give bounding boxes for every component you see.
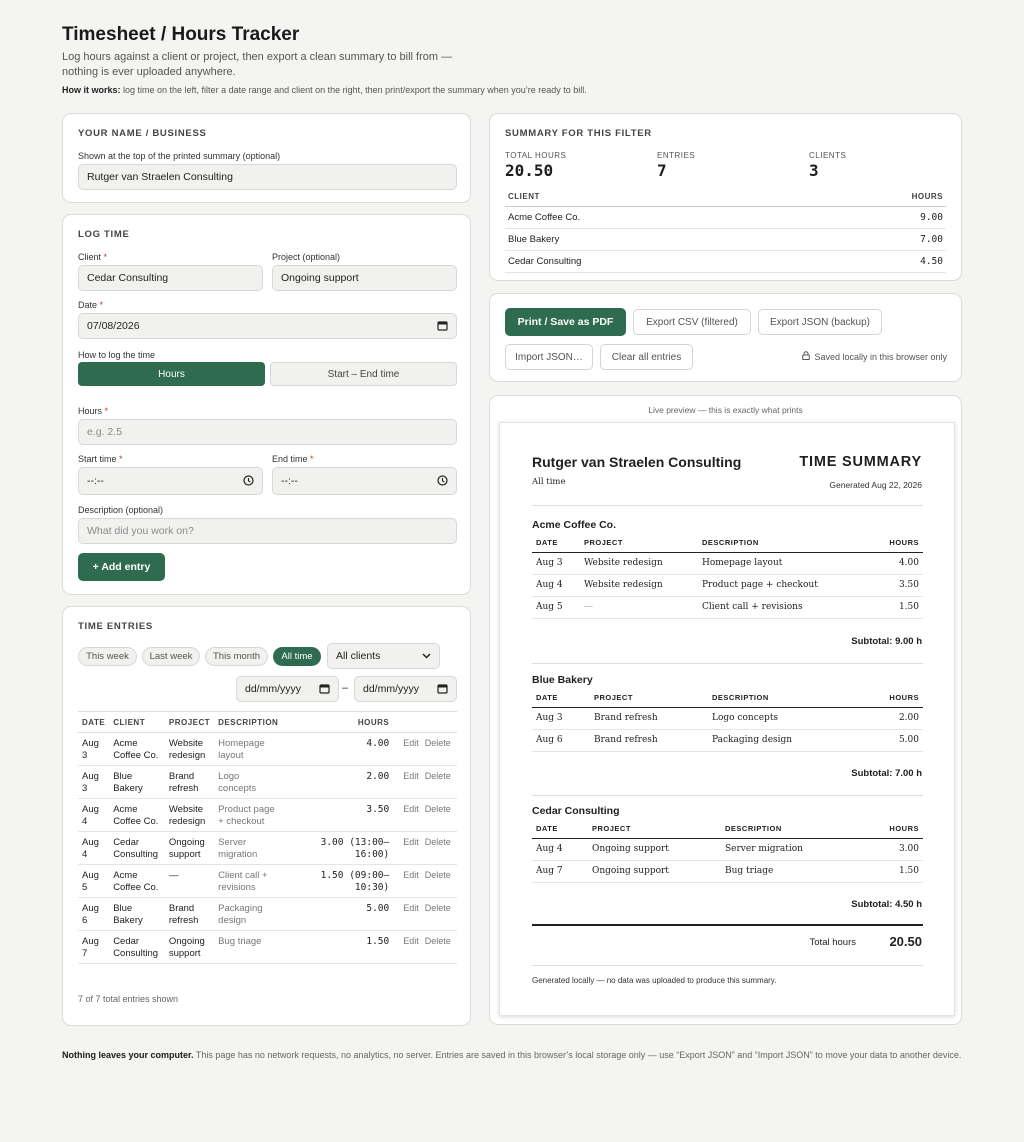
hours-label [78, 406, 108, 416]
preview-table-header [532, 534, 923, 553]
preview-footer: Generated locally — no data was uploaded to produce this summary. [532, 976, 777, 985]
description-input[interactable]: What did you work on? [78, 518, 457, 544]
date-label [78, 300, 103, 310]
edit-button[interactable]: Edit [403, 738, 419, 748]
lock-icon [802, 351, 810, 362]
table-row [78, 865, 457, 898]
entry-actions [393, 832, 457, 865]
preview-hours: 5.00 [863, 730, 923, 752]
entry-actions [393, 931, 457, 964]
entry-actions [393, 733, 457, 766]
entry-client: Blue Bakery [109, 766, 165, 799]
entry-description: Logo concepts [214, 766, 282, 799]
table-row [78, 931, 457, 964]
delete-button[interactable]: Delete [424, 936, 451, 946]
date-value: 07/08/2026 [87, 320, 140, 332]
preview-project: Ongoing support [588, 861, 721, 883]
table-row [505, 207, 946, 229]
preview-subtotal: Subtotal: 4.50 h [851, 899, 922, 910]
delete-button[interactable]: Delete [424, 837, 451, 847]
clients-count-label: CLIENTS [809, 151, 847, 160]
preview-group-client: Blue Bakery [532, 674, 593, 686]
total-hours-label: TOTAL HOURS [505, 151, 567, 160]
preview-group-table [532, 534, 923, 619]
col-hours: HOURS [805, 188, 946, 207]
delete-button[interactable]: Delete [424, 870, 451, 880]
start-time-label [78, 454, 123, 464]
col-description: DESCRIPTION [214, 712, 282, 733]
preview-date-range: All time [532, 477, 566, 487]
col-project: PROJECT [580, 534, 698, 553]
clear-entries-button[interactable]: Clear all entries [600, 344, 693, 370]
filter-last-week[interactable]: Last week [142, 647, 200, 666]
table-row [78, 898, 457, 931]
client-filter-value: All clients [336, 650, 381, 662]
entry-date: Aug 3 [78, 766, 109, 799]
preview-business-name: Rutger van Straelen Consulting [532, 454, 742, 470]
preview-date: Aug 5 [532, 597, 580, 619]
entry-project: Brand refresh [165, 898, 214, 931]
page-subtitle: Log hours against a client or project, then export a clean summary to bill from — nothing is ever uploaded anywhere. [62, 51, 453, 78]
client-filter-select[interactable] [327, 643, 440, 669]
page-title: Timesheet / Hours Tracker [62, 24, 300, 45]
export-csv-button[interactable]: Export CSV (filtered) [633, 309, 751, 335]
preview-project: Brand refresh [590, 708, 708, 730]
preview-group-table [532, 820, 923, 883]
preview-date: Aug 7 [532, 861, 588, 883]
preview-table-header [532, 820, 923, 839]
entry-hours: 2.00 [282, 766, 393, 799]
preview-subtotal: Subtotal: 7.00 h [851, 768, 922, 779]
clients-count-value: 3 [809, 161, 819, 180]
entry-project: — [165, 865, 214, 898]
entry-actions [393, 865, 457, 898]
table-row [78, 766, 457, 799]
project-input[interactable]: Ongoing support [272, 265, 457, 291]
preview-project: Brand refresh [590, 730, 708, 752]
end-time-input[interactable] [272, 467, 457, 495]
preview-total-value: 20.50 [889, 934, 922, 949]
project-label: Project (optional) [272, 252, 341, 262]
date-range-separator: – [342, 682, 349, 694]
preview-date: Aug 3 [532, 708, 590, 730]
preview-group-client: Acme Coffee Co. [532, 519, 617, 531]
table-row [532, 861, 923, 883]
table-row [78, 733, 457, 766]
table-row [505, 251, 946, 273]
col-client: CLIENT [505, 188, 805, 207]
filter-all-time[interactable]: All time [273, 647, 321, 666]
col-project: PROJECT [165, 712, 214, 733]
entry-date: Aug 4 [78, 832, 109, 865]
mode-start-end-button[interactable]: Start – End time [270, 362, 457, 386]
entry-client: Acme Coffee Co. [109, 799, 165, 832]
preview-hours: 4.00 [853, 553, 923, 575]
preview-hours: 3.50 [853, 575, 923, 597]
time-entries-card [62, 606, 471, 1026]
col-date: DATE [78, 712, 109, 733]
preview-hours: 1.50 [851, 861, 923, 883]
preview-group-client: Cedar Consulting [532, 805, 620, 817]
summary-hours: 4.50 [805, 251, 946, 273]
entry-description: Bug triage [214, 931, 282, 964]
end-time-placeholder: --:-- [281, 475, 298, 487]
how-it-works-text: log time on the left, filter a date range and client on the right, then print/export the summary when you’re ready to bill. [120, 85, 587, 95]
table-row [532, 730, 923, 752]
summary-table-header [505, 188, 946, 207]
entry-description: Server migration [214, 832, 282, 865]
edit-button[interactable]: Edit [403, 837, 419, 847]
entry-project: Brand refresh [165, 766, 214, 799]
entry-project: Website redesign [165, 733, 214, 766]
preview-table-header [532, 689, 923, 708]
col-date: DATE [532, 689, 590, 708]
summary-hours: 7.00 [805, 229, 946, 251]
entry-project: Ongoing support [165, 931, 214, 964]
actions-card [489, 293, 962, 382]
entry-hours: 3.50 [282, 799, 393, 832]
summary-hours: 9.00 [805, 207, 946, 229]
date-from-input[interactable] [236, 676, 339, 702]
entry-date: Aug 6 [78, 898, 109, 931]
divider [532, 965, 923, 966]
col-hours: HOURS [853, 534, 923, 553]
edit-button[interactable]: Edit [403, 903, 419, 913]
required-mark: * [103, 252, 108, 262]
preview-description: Logo concepts [708, 708, 863, 730]
col-date: DATE [532, 534, 580, 553]
summary-title: SUMMARY FOR THIS FILTER [505, 128, 652, 139]
entries-count-label: ENTRIES [657, 151, 696, 160]
client-input[interactable]: Cedar Consulting [78, 265, 263, 291]
delete-button[interactable]: Delete [424, 804, 451, 814]
summary-client: Blue Bakery [505, 229, 805, 251]
date-to-placeholder: dd/mm/yyyy [363, 683, 420, 695]
edit-button[interactable]: Edit [403, 804, 419, 814]
entry-description: Homepage layout [214, 733, 282, 766]
preview-generated-date: Generated Aug 22, 2026 [829, 480, 922, 490]
table-row [532, 597, 923, 619]
col-hours: HOURS [282, 712, 393, 733]
end-time-label [272, 454, 314, 464]
preview-date: Aug 4 [532, 575, 580, 597]
filter-this-month[interactable]: This month [205, 647, 268, 666]
calendar-icon[interactable] [437, 683, 448, 697]
col-hours: HOURS [863, 689, 923, 708]
preview-description: Server migration [721, 839, 851, 861]
col-description: DESCRIPTION [708, 689, 863, 708]
preview-description: Packaging design [708, 730, 863, 752]
delete-button[interactable]: Delete [424, 738, 451, 748]
log-time-title: LOG TIME [78, 229, 130, 240]
preview-project: Ongoing support [588, 839, 721, 861]
entry-description: Packaging design [214, 898, 282, 931]
required-mark: * [99, 300, 104, 310]
preview-description: Product page + checkout [698, 575, 853, 597]
summary-client: Cedar Consulting [505, 251, 805, 273]
page-footer-text: This page has no network requests, no analytics, no server. Entries are saved in this browser’s local storage only — use “Export JSON” and “Import JSON” to move your data to another device. [193, 1050, 962, 1060]
client-label-text: Client [78, 252, 102, 262]
preview-group-table [532, 689, 923, 752]
entries-count-value: 7 [657, 161, 667, 180]
entry-hours: 3.00 (13:00–16:00) [282, 832, 393, 865]
entry-client: Acme Coffee Co. [109, 865, 165, 898]
entry-project: Website redesign [165, 799, 214, 832]
calendar-icon[interactable] [437, 320, 448, 334]
clock-icon[interactable] [243, 475, 254, 489]
summary-client: Acme Coffee Co. [505, 207, 805, 229]
client-label [78, 252, 107, 262]
preview-hours: 2.00 [863, 708, 923, 730]
preview-doc-title: TIME SUMMARY [799, 454, 922, 470]
date-label-text: Date [78, 300, 98, 310]
date-input[interactable] [78, 313, 457, 339]
entry-date: Aug 4 [78, 799, 109, 832]
description-label: Description (optional) [78, 505, 164, 515]
table-row [78, 799, 457, 832]
entry-actions [393, 898, 457, 931]
local-note-text: Saved locally in this browser only [814, 351, 947, 362]
start-time-label-text: Start time [78, 454, 117, 464]
preview-date: Aug 3 [532, 553, 580, 575]
edit-button[interactable]: Edit [403, 936, 419, 946]
entry-date: Aug 5 [78, 865, 109, 898]
local-note [802, 351, 947, 362]
col-description: DESCRIPTION [698, 534, 853, 553]
entry-date: Aug 7 [78, 931, 109, 964]
preview-hours: 1.50 [853, 597, 923, 619]
col-project: PROJECT [590, 689, 708, 708]
log-time-card [62, 214, 471, 595]
page-footer [62, 1048, 962, 1062]
required-mark: * [310, 454, 314, 464]
entry-client: Cedar Consulting [109, 931, 165, 964]
required-mark: * [119, 454, 123, 464]
col-client: CLIENT [109, 712, 165, 733]
preview-total-label: Total hours [809, 937, 856, 948]
col-hours: HOURS [851, 820, 923, 839]
hours-input[interactable]: e.g. 2.5 [78, 419, 457, 445]
entry-description: Client call + revisions [214, 865, 282, 898]
total-hours-value: 20.50 [505, 161, 554, 180]
name-card-title: YOUR NAME / BUSINESS [78, 128, 207, 139]
page-footer-bold: Nothing leaves your computer. [62, 1050, 194, 1060]
name-field-label: Shown at the top of the printed summary (optional) [78, 151, 281, 161]
edit-button[interactable]: Edit [403, 771, 419, 781]
entries-table-header [78, 712, 457, 733]
delete-button[interactable]: Delete [424, 771, 451, 781]
entry-actions [393, 766, 457, 799]
entry-project: Ongoing support [165, 832, 214, 865]
how-it-works [62, 85, 587, 95]
summary-card [489, 113, 962, 281]
start-time-input[interactable] [78, 467, 263, 495]
col-description: DESCRIPTION [721, 820, 851, 839]
table-row [532, 575, 923, 597]
preview-caption: Live preview — this is exactly what prints [648, 405, 803, 415]
required-mark: * [104, 406, 109, 416]
edit-button[interactable]: Edit [403, 870, 419, 880]
table-row [532, 553, 923, 575]
print-preview [499, 422, 955, 1016]
entry-client: Acme Coffee Co. [109, 733, 165, 766]
date-from-placeholder: dd/mm/yyyy [245, 683, 302, 695]
how-it-works-label: How it works: [62, 85, 121, 95]
preview-project: Website redesign [580, 553, 698, 575]
date-to-input[interactable] [354, 676, 457, 702]
entry-hours: 1.50 [282, 931, 393, 964]
divider [532, 924, 923, 926]
entry-client: Blue Bakery [109, 898, 165, 931]
start-time-placeholder: --:-- [87, 475, 104, 487]
clock-icon[interactable] [437, 475, 448, 489]
table-row [78, 832, 457, 865]
time-entries-title: TIME ENTRIES [78, 621, 153, 632]
print-button[interactable]: Print / Save as PDF [505, 308, 626, 336]
name-input[interactable]: Rutger van Straelen Consulting [78, 164, 457, 190]
export-json-button[interactable]: Export JSON (backup) [758, 309, 882, 335]
divider [532, 663, 923, 664]
preview-date: Aug 4 [532, 839, 588, 861]
preview-description: Client call + revisions [698, 597, 853, 619]
preview-hours: 3.00 [851, 839, 923, 861]
preview-card [489, 395, 962, 1025]
name-card [62, 113, 471, 203]
table-row [505, 229, 946, 251]
col-actions [393, 712, 457, 733]
divider [532, 795, 923, 796]
preview-description: Bug triage [721, 861, 851, 883]
entry-hours: 1.50 (09:00–10:30) [282, 865, 393, 898]
entry-hours: 5.00 [282, 898, 393, 931]
table-row [532, 708, 923, 730]
entry-date: Aug 3 [78, 733, 109, 766]
entry-description: Product page + checkout [214, 799, 282, 832]
add-entry-button[interactable]: + Add entry [78, 553, 165, 581]
preview-description: Homepage layout [698, 553, 853, 575]
preview-date: Aug 6 [532, 730, 590, 752]
import-json-button[interactable]: Import JSON… [505, 344, 593, 370]
entries-count: 7 of 7 total entries shown [78, 994, 179, 1004]
hours-label-text: Hours [78, 406, 103, 416]
table-row [532, 839, 923, 861]
entry-hours: 4.00 [282, 733, 393, 766]
entries-table [78, 711, 457, 964]
divider [532, 505, 923, 506]
preview-project: Website redesign [580, 575, 698, 597]
col-date: DATE [532, 820, 588, 839]
chevron-down-icon [422, 651, 431, 663]
calendar-icon[interactable] [319, 683, 330, 697]
end-time-label-text: End time [272, 454, 308, 464]
entry-actions [393, 799, 457, 832]
summary-table [505, 188, 946, 273]
delete-button[interactable]: Delete [424, 903, 451, 913]
filter-this-week[interactable]: This week [78, 647, 137, 666]
mode-label: How to log the time [78, 350, 156, 360]
col-project: PROJECT [588, 820, 721, 839]
preview-project: — [580, 597, 698, 619]
mode-hours-button[interactable]: Hours [78, 362, 265, 386]
entry-client: Cedar Consulting [109, 832, 165, 865]
preview-subtotal: Subtotal: 9.00 h [851, 635, 922, 647]
